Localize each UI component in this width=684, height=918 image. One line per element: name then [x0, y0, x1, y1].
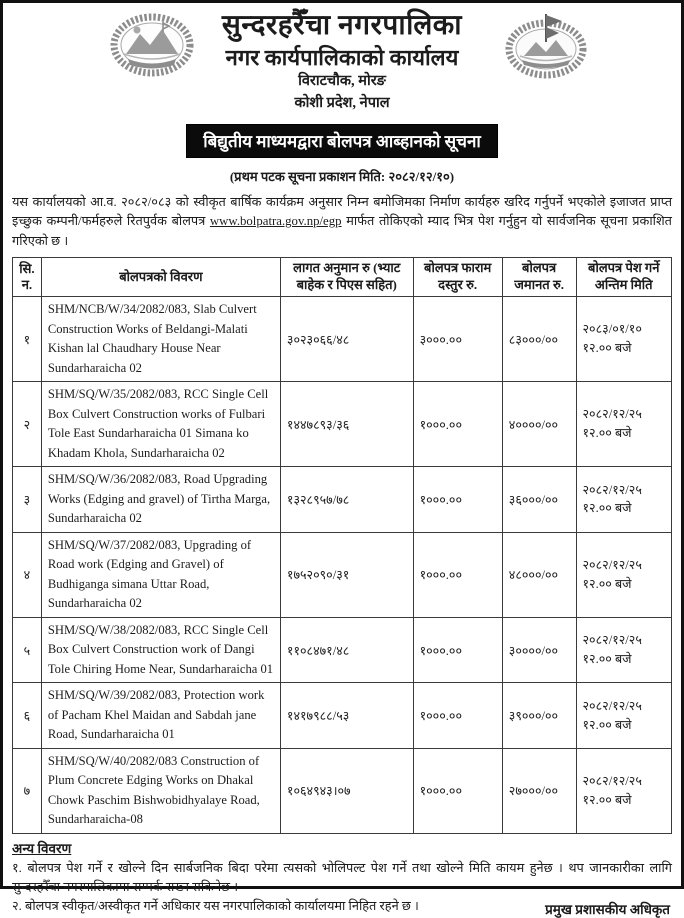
masthead: [12, 8, 672, 116]
cell-cost-estimate: १३२८९५७/७८: [280, 467, 413, 533]
cell-description: SHM/SQ/W/38/2082/083, RCC Single Cell Box Culvert Construction work of Dangi Tole Chiring Home Near, Sundarharaicha 01: [41, 617, 280, 683]
cell-serial-number: ५: [13, 617, 42, 683]
cell-description: SHM/SQ/W/39/2082/083, Protection work of Pacham Khel Maidan and Sabdah jane Road, Sundarharaicha 01: [41, 683, 280, 749]
table-row: [13, 467, 672, 533]
cell-cost-estimate: ११०८४७१/४८: [280, 617, 413, 683]
cell-deadline: [576, 382, 672, 467]
col-header-bid-security: बोलपत्र जमानत रु.: [502, 258, 576, 297]
cell-form-fee: ३०००.००: [413, 297, 502, 382]
note-item: १. बोलपत्र पेश गर्ने र खोल्ने दिन सार्बजनिक बिदा परेमा त्यसको भोलिपल्ट पेश गर्ने तथा खोल्ने मिति कायम हुनेछ । थप जानकारीका लागि सुन्दरहरैँचा नगरपालिकामा सम्पर्क राख्न सकिनेछ ।: [12, 860, 672, 895]
cell-deadline: [576, 297, 672, 382]
deadline-date: २०८२/१२/२५: [582, 557, 642, 572]
notice-body-end: मार्फत तोकिएको म्याद भित्र पेश गर्नुहुन यो सार्वजनिक सूचना प्रकाशित गरिएको छ ।: [12, 214, 672, 248]
address-line: विराटचौक, मोरङ: [298, 73, 386, 90]
col-header-form-fee: बोलपत्र फाराम दस्तुर रु.: [413, 258, 502, 297]
other-details-section: [12, 839, 672, 918]
cell-bid-security: ४००००/००: [502, 382, 576, 467]
tender-table-body: [13, 297, 672, 834]
cell-bid-security: ८३०००/००: [502, 297, 576, 382]
cell-bid-security: ४८०००/००: [502, 532, 576, 617]
deadline-date: २०८२/१२/२५: [582, 774, 642, 789]
deadline-date: २०८२/१२/२५: [582, 482, 642, 497]
deadline-time: १२.०० बजे: [582, 341, 632, 356]
col-header-description: बोलपत्रको विवरण: [41, 258, 280, 297]
notice-body-start: यस कार्यालयको आ.व. २०८२/०८३ को स्वीकृत बार्षिक कार्यक्रम अनुसार निम्न बमोजिमका निर्माण कार्यहरु खरिद गर्नुपर्ने भएकोले इजाजत प्राप्त इच्छुक कम्पनी/फर्महरुले रितपुर्वक बोलपत्र: [12, 195, 672, 229]
table-row: [13, 532, 672, 617]
deadline-time: १२.०० बजे: [582, 426, 632, 441]
col-header-deadline: बोलपत्र पेश गर्ने अन्तिम मिति: [576, 258, 672, 297]
cell-serial-number: २: [13, 382, 42, 467]
cell-cost-estimate: १४४७८९३/३६: [280, 382, 413, 467]
cell-description: SHM/SQ/W/35/2082/083, RCC Single Cell Box Culvert Construction works of Fulbari Tole East Sundarharaicha 01 Simana ko Khadam Khola, Sundarharaicha 02: [41, 382, 280, 467]
deadline-time: १२.०० बजे: [582, 717, 632, 732]
cell-form-fee: १०००.००: [413, 382, 502, 467]
signatory-title: प्रमुख प्रशासकीय अधिकृत: [545, 901, 670, 917]
nepal-government-emblem-icon: [110, 12, 194, 78]
other-details-heading: अन्य विवरण: [12, 840, 72, 856]
cell-serial-number: ७: [13, 748, 42, 833]
cell-description: SHM/SQ/W/36/2082/083, Road Upgrading Works (Edging and gravel) of Tirtha Marga, Sundarharaicha 02: [41, 467, 280, 533]
cell-description: SHM/NCB/W/34/2082/083, Slab Culvert Construction Works of Beldangi-Malati Kishan lal Chaudhary House Near Sundarharaicha 02: [41, 297, 280, 382]
cell-serial-number: १: [13, 297, 42, 382]
notice-body: [12, 193, 672, 251]
col-header-sn: सि. न.: [13, 258, 42, 297]
bolpatra-url-link[interactable]: www.bolpatra.gov.np/egp: [209, 214, 342, 229]
deadline-time: १२.०० बजे: [582, 576, 632, 591]
table-row: [13, 297, 672, 382]
cell-deadline: [576, 467, 672, 533]
deadline-date: २०८२/१२/२५: [582, 633, 642, 648]
table-header-row: [13, 258, 672, 297]
table-row: [13, 748, 672, 833]
cell-bid-security: ३९०००/००: [502, 683, 576, 749]
province-line: कोशी प्रदेश, नेपाल: [294, 94, 390, 111]
table-row: [13, 617, 672, 683]
cell-bid-security: ३६०००/००: [502, 467, 576, 533]
table-row: [13, 683, 672, 749]
deadline-date: २०८२/१२/२५: [582, 407, 642, 422]
cell-form-fee: १०००.००: [413, 532, 502, 617]
cell-description: SHM/SQ/W/37/2082/083, Upgrading of Road work (Edging and Gravel) of Budhiganga simana Uttar Road, Sundarharaicha 02: [41, 532, 280, 617]
deadline-date: २०८३/०१/१०: [582, 322, 642, 337]
cell-cost-estimate: १७५२०९०/३१: [280, 532, 413, 617]
cell-bid-security: ३००००/००: [502, 617, 576, 683]
cell-form-fee: १०००.००: [413, 617, 502, 683]
notice-title: बिद्युतीय माध्यमद्वारा बोलपत्र आब्हानको सूचना: [186, 124, 498, 158]
note-item: २. बोलपत्र स्वीकृत/अस्वीकृत गर्ने अधिकार यस नगरपालिकाको कार्यालयमा निहित रहने छ ।: [12, 899, 419, 914]
cell-form-fee: १०००.००: [413, 467, 502, 533]
cell-serial-number: ६: [13, 683, 42, 749]
table-row: [13, 382, 672, 467]
cell-deadline: [576, 617, 672, 683]
office-name: नगर कार्यपालिकाको कार्यालय: [225, 44, 459, 70]
municipality-name: सुन्दरहरैँचा नगरपालिका: [221, 10, 463, 41]
tender-table: [12, 257, 672, 834]
cell-serial-number: ३: [13, 467, 42, 533]
cell-bid-security: २७०००/००: [502, 748, 576, 833]
tender-table-head: [13, 258, 672, 297]
deadline-time: १२.०० बजे: [582, 652, 632, 667]
cell-description: SHM/SQ/W/40/2082/083 Construction of Plum Concrete Edging Works on Dhakal Chowk Paschim Bishwobidhyalaye Road, Sundarharaicha-08: [41, 748, 280, 833]
notice-title-wrap: [12, 124, 672, 158]
deadline-time: १२.०० बजे: [582, 792, 632, 807]
municipality-emblem-icon: [504, 12, 588, 78]
cell-serial-number: ४: [13, 532, 42, 617]
cell-cost-estimate: १०६४९४३।०७: [280, 748, 413, 833]
cell-deadline: [576, 683, 672, 749]
publication-date: (प्रथम पटक सूचना प्रकाशन मिति: २०८२/१२/१०): [229, 169, 455, 184]
deadline-time: १२.०० बजे: [582, 501, 632, 516]
deadline-date: २०८२/१२/२५: [582, 698, 642, 713]
cell-deadline: [576, 532, 672, 617]
cell-form-fee: १०००.००: [413, 748, 502, 833]
cell-cost-estimate: ३०२३०६६/४८: [280, 297, 413, 382]
cell-cost-estimate: १४१७९८८/५३: [280, 683, 413, 749]
cell-form-fee: १०००.००: [413, 683, 502, 749]
col-header-cost-estimate: लागत अनुमान रु (भ्याट बाहेक र पिएस सहित): [280, 258, 413, 297]
cell-deadline: [576, 748, 672, 833]
